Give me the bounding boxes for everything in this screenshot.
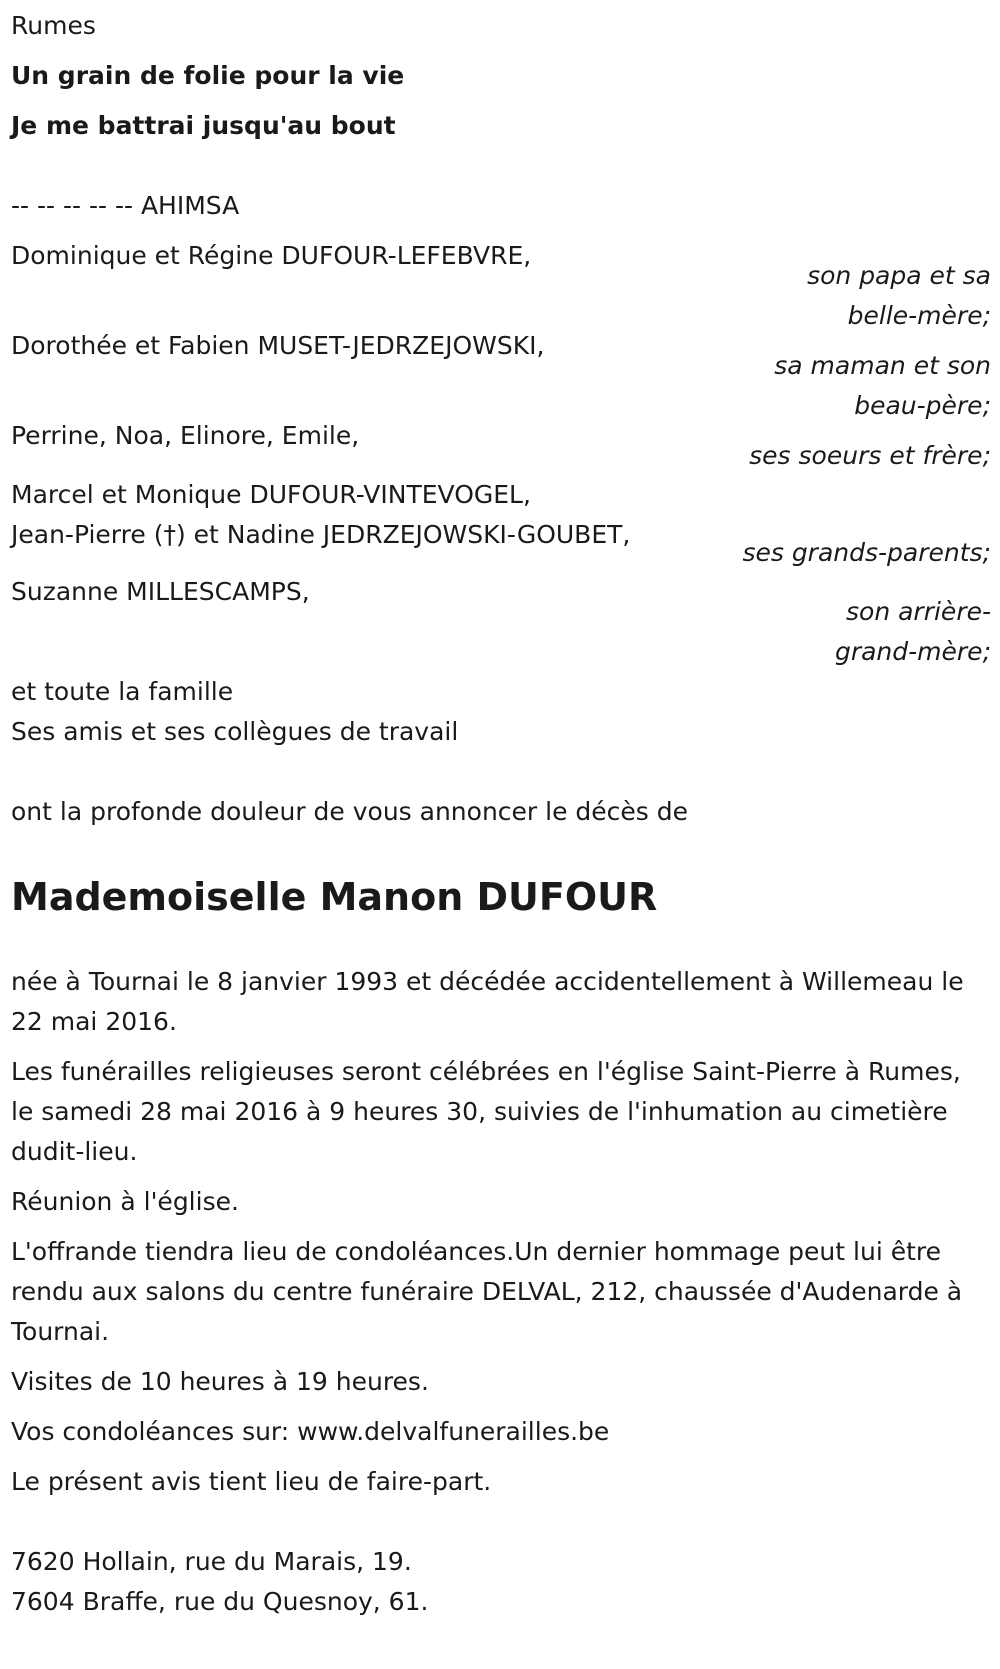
place: Rumes: [11, 11, 96, 40]
family-names: Jean-Pierre (†) et Nadine JEDRZEJOWSKI-GOUBET,: [11, 520, 631, 549]
family-names: Dorothée et Fabien MUSET-JEDRZEJOWSKI,: [11, 331, 545, 360]
deceased-name: Mademoiselle Manon DUFOUR: [11, 875, 658, 919]
spacer: [11, 1222, 991, 1232]
spacer: [11, 752, 991, 792]
spacer: [11, 46, 991, 56]
spacer: [11, 96, 991, 106]
funeral-info: Les funérailles religieuses seront célébrées en l'église Saint-Pierre à Rumes, le samedi 28 mai 2016 à 9 heures 30, suivies de l'inhumation au cimetière dudit-lieu.: [11, 1057, 961, 1166]
spacer: [11, 1502, 991, 1542]
family-names: Dominique et Régine DUFOUR-LEFEBVRE,: [11, 241, 532, 270]
family-role: sa maman et son beau-père;: [774, 351, 991, 420]
spacer: [11, 146, 991, 186]
notice-info: Le présent avis tient lieu de faire-part.: [11, 1467, 492, 1496]
motto-line-1: Un grain de folie pour la vie: [11, 61, 405, 90]
spacer: [11, 1352, 991, 1362]
spacer: [11, 832, 991, 872]
family-row-parents-mother: [11, 326, 991, 426]
family-role: son arrière- grand-mère;: [834, 597, 991, 666]
ahimsa-line: -- -- -- -- -- AHIMSA: [11, 191, 240, 220]
family-role: ses soeurs et frère;: [749, 441, 991, 470]
meeting-info: Réunion à l'église.: [11, 1187, 239, 1216]
family-row-parents-father: [11, 236, 991, 336]
spacer: [11, 1402, 991, 1412]
family-names: Marcel et Monique DUFOUR-VINTEVOGEL,: [11, 480, 531, 509]
spacer: [11, 1172, 991, 1182]
address-line: 7620 Hollain, rue du Marais, 19.: [11, 1547, 412, 1576]
announcement: ont la profonde douleur de vous annoncer le décès de: [11, 797, 689, 826]
friends-colleagues: Ses amis et ses collègues de travail: [11, 717, 459, 746]
family-role: son papa et sa belle-mère;: [807, 261, 991, 330]
family-names: Suzanne MILLESCAMPS,: [11, 577, 310, 606]
spacer: [11, 922, 991, 962]
condolences-info: Vos condoléances sur: www.delvalfunerailles.be: [11, 1417, 610, 1446]
spacer: [11, 1042, 991, 1052]
motto-line-2: Je me battrai jusqu'au bout: [11, 111, 396, 140]
whole-family: et toute la famille: [11, 677, 234, 706]
family-names: Perrine, Noa, Elinore, Emile,: [11, 421, 360, 450]
family-role: ses grands-parents;: [742, 538, 991, 567]
address-line: 7604 Braffe, rue du Quesnoy, 61.: [11, 1587, 429, 1616]
offering-info: L'offrande tiendra lieu de condoléances.Un dernier hommage peut lui être rendu aux salons du centre funéraire DELVAL, 212, chaussée d'Audenarde à Tournai.: [11, 1237, 963, 1346]
spacer: [11, 1452, 991, 1462]
family-row-grandparents: [11, 475, 991, 573]
obituary-notice: [11, 6, 991, 1622]
visits-info: Visites de 10 heures à 19 heures.: [11, 1367, 429, 1396]
family-row-great-grandmother: [11, 572, 991, 672]
spacer: [11, 226, 991, 236]
birth-death-info: née à Tournai le 8 janvier 1993 et décédée accidentellement à Willemeau le 22 mai 2016.: [11, 967, 964, 1036]
